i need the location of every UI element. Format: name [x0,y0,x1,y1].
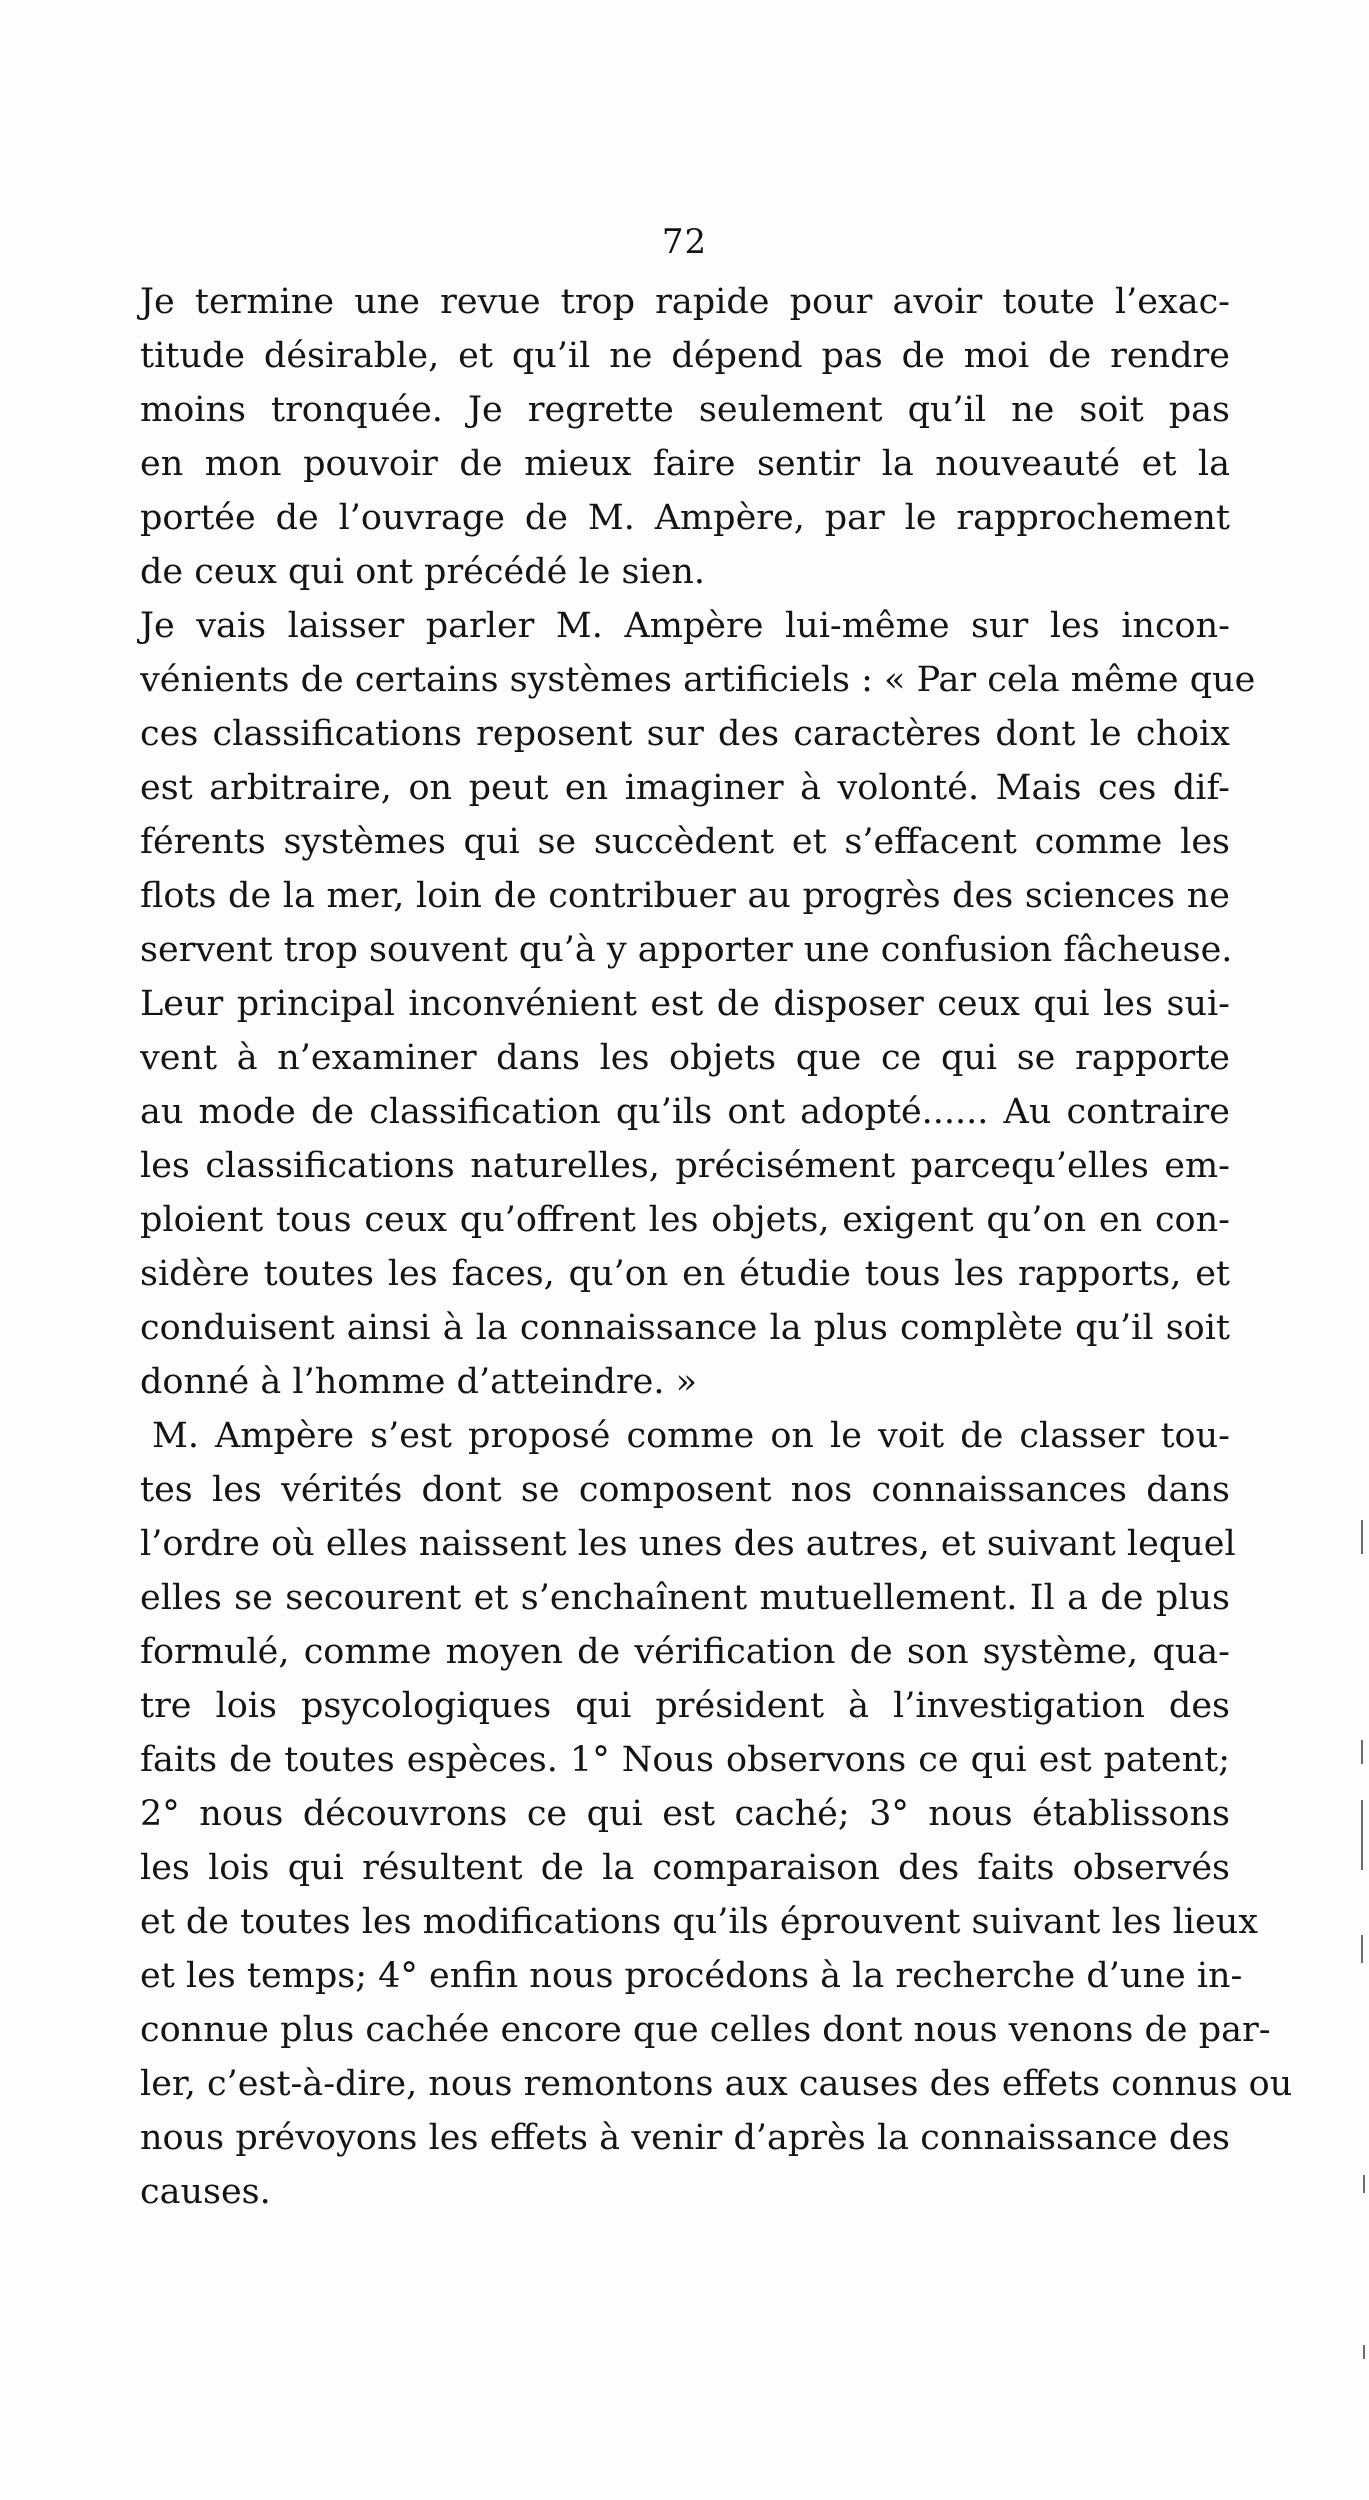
text-line: Leur principal inconvénient est de disposer ceux qui les sui- [140,984,1230,1024]
text-line: ploient tous ceux qu’offrent les objets, exigent qu’on en con- [140,1200,1230,1240]
margin-mark [1361,1520,1363,1554]
text-line: les lois qui résultent de la comparaison des faits observés [140,1848,1230,1888]
text-line: elles se secourent et s’enchaînent mutuellement. Il a de plus [140,1578,1230,1618]
text-line: servent trop souvent qu’à y apporter une confusion fâcheuse. [140,930,1233,970]
text-line: en mon pouvoir de mieux faire sentir la nouveauté et la [140,444,1230,484]
text-line: de ceux qui ont précédé le sien. [140,552,706,592]
text-line: est arbitraire, on peut en imaginer à volonté. Mais ces dif- [140,768,1230,808]
text-line: les classifications naturelles, précisément parcequ’elles em- [140,1146,1230,1186]
text-line: conduisent ainsi à la connaissance la plus complète qu’il soit [140,1308,1230,1348]
text-line: et les temps; 4° enfin nous procédons à la recherche d’une in- [140,1956,1243,1996]
text-line: férents systèmes qui se succèdent et s’effacent comme les [140,822,1230,862]
text-line: moins tronquée. Je regrette seulement qu’il ne soit pas [140,390,1230,430]
text-line: formulé, comme moyen de vérification de son système, qua- [140,1632,1230,1672]
text-line: Je vais laisser parler M. Ampère lui-même sur les incon- [140,606,1230,646]
text-line: flots de la mer, loin de contribuer au progrès des sciences ne [140,876,1230,916]
text-line: sidère toutes les faces, qu’on en étudie tous les rapports, et [140,1254,1230,1294]
text-line: vénients de certains systèmes artificiels : « Par cela même que [140,660,1256,700]
text-line: portée de l’ouvrage de M. Ampère, par le rapprochement [140,498,1230,538]
margin-mark [1363,2175,1365,2193]
text-line: titude désirable, et qu’il ne dépend pas de moi de rendre [140,336,1230,376]
text-line: vent à n’examiner dans les objets que ce qui se rapporte [140,1038,1230,1078]
text-line: tre lois psycologiques qui président à l’investigation des [140,1686,1230,1726]
text-line: connue plus cachée encore que celles dont nous venons de par- [140,2010,1271,2050]
text-line: donné à l’homme d’atteindre. » [140,1362,698,1402]
body-text [140,275,1293,2219]
text-line: au mode de classification qu’ils ont adopté...... Au contraire [140,1092,1230,1132]
text-line: et de toutes les modifications qu’ils éprouvent suivant les lieux [140,1902,1258,1942]
text-line: l’ordre où elles naissent les unes des autres, et suivant lequel [140,1524,1236,1564]
text-line: causes. [140,2172,271,2212]
text-line: ler, c’est-à-dire, nous remontons aux causes des effets connus ou [140,2064,1293,2104]
margin-mark [1361,1800,1363,1870]
page-number: 72 [661,222,708,262]
text-line: M. Ampère s’est proposé comme on le voit de classer tou- [152,1416,1230,1456]
text-line: ces classifications reposent sur des caractères dont le choix [140,714,1230,754]
text-line: 2° nous découvrons ce qui est caché; 3° nous établissons [140,1794,1230,1834]
margin-mark [1361,1740,1363,1764]
text-line: tes les vérités dont se composent nos connaissances dans [140,1470,1230,1510]
text-line: nous prévoyons les effets à venir d’après la connaissance des [140,2118,1230,2158]
text-line: Je termine une revue trop rapide pour avoir toute l’exac- [140,282,1230,322]
text-line: faits de toutes espèces. 1° Nous observons ce qui est patent; [140,1740,1230,1780]
margin-mark [1361,1935,1363,1963]
margin-mark [1363,2345,1365,2359]
